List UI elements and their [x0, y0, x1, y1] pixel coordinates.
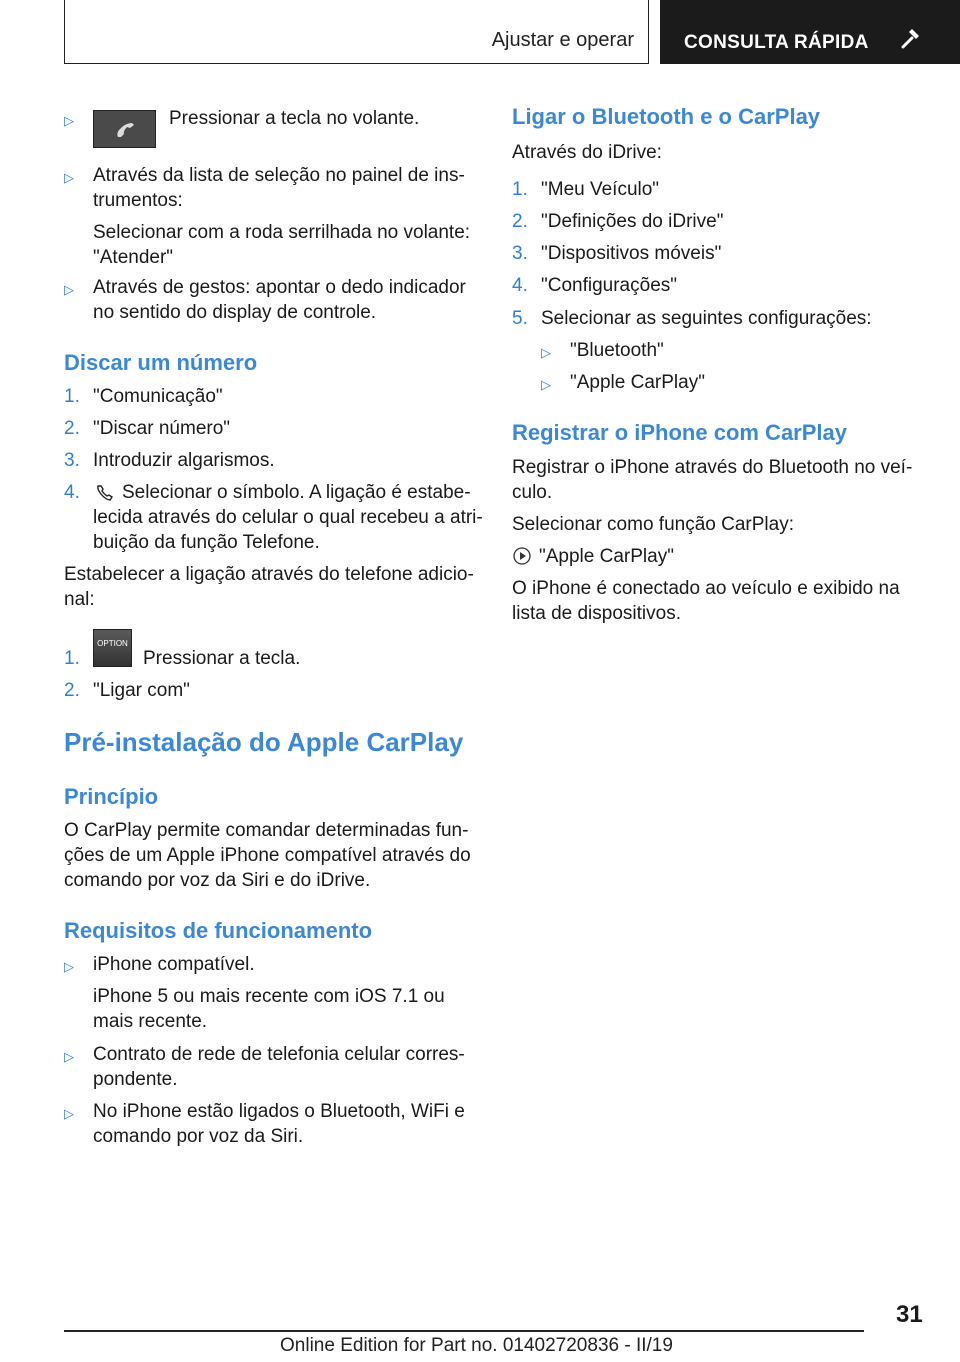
requirement-text: comando por voz da Siri.: [93, 1126, 304, 1147]
page-number: 31: [896, 1301, 923, 1328]
step-number: 2.: [64, 418, 80, 439]
step-number: 1.: [512, 179, 528, 200]
additional-phone-text: Estabelecer a ligação através do telefone adicio-: [64, 564, 474, 585]
bullet-marker: ▷: [64, 170, 74, 185]
step-number: 1.: [64, 648, 80, 669]
carplay-heading: Pré-instalação do Apple CarPlay: [64, 727, 464, 757]
phone-handset-icon: [95, 483, 115, 503]
call-bullet-text: Pressionar a tecla no volante.: [169, 108, 420, 129]
register-option: "Apple CarPlay": [539, 546, 674, 567]
option-key-label: OPTION: [97, 639, 128, 648]
principle-text: comando por voz da Siri e do iDrive.: [64, 870, 371, 891]
call-bullet-text: "Atender": [93, 247, 174, 268]
principle-heading: Princípio: [64, 784, 159, 809]
bullet-marker: ▷: [64, 959, 74, 974]
step-number: 2.: [512, 211, 528, 232]
add-step-text: "Ligar com": [93, 680, 190, 701]
register-text: Registrar o iPhone através do Bluetooth no veí-: [512, 457, 913, 478]
additional-phone-text: nal:: [64, 589, 95, 610]
bt-step-text: "Definições do iDrive": [541, 211, 724, 232]
option-key: [93, 629, 132, 667]
requirement-text: No iPhone estão ligados o Bluetooth, WiFi e: [93, 1101, 465, 1122]
steering-phone-key: [93, 110, 156, 148]
step-number: 3.: [512, 243, 528, 264]
requirement-text: Contrato de rede de telefonia celular corres-: [93, 1044, 465, 1065]
bt-step-text: Selecionar as seguintes configurações:: [541, 308, 872, 329]
footer-divider: [64, 1330, 864, 1332]
call-bullet-text: no sentido do display de controle.: [93, 302, 377, 323]
dial-step-text: Selecionar o símbolo. A ligação é estabe-: [122, 482, 471, 503]
add-step-text: Pressionar a tecla.: [143, 648, 301, 669]
dial-step-text: "Comunicação": [93, 386, 223, 407]
bullet-marker: ▷: [64, 1106, 74, 1121]
step-number: 4.: [512, 275, 528, 296]
bluetooth-intro: Através do iDrive:: [512, 142, 662, 163]
requirement-text: pondente.: [93, 1069, 178, 1090]
bt-sub-option: "Bluetooth": [570, 340, 664, 361]
dial-heading: Discar um número: [64, 350, 258, 375]
dial-step-text: lecida através do celular o qual recebeu a atri-: [93, 507, 483, 528]
header-tab[interactable]: [660, 0, 960, 64]
step-number: 1.: [64, 386, 80, 407]
bullet-marker: ▷: [541, 377, 551, 392]
principle-text: ções de um Apple iPhone compatível através do: [64, 845, 471, 866]
requirement-text: iPhone compatível.: [93, 954, 255, 975]
bt-step-text: "Meu Veículo": [541, 179, 660, 200]
requirement-text: iPhone 5 ou mais recente com iOS 7.1 ou: [93, 986, 445, 1007]
header-tab-label: CONSULTA RÁPIDA: [684, 32, 869, 53]
dial-step-text: buição da função Telefone.: [93, 532, 320, 553]
register-result-text: lista de dispositivos.: [512, 603, 681, 624]
register-select-text: Selecionar como função CarPlay:: [512, 514, 794, 535]
footer-edition: Online Edition for Part no. 01402720836 - II/19: [280, 1335, 673, 1356]
play-circle-icon: [512, 546, 532, 566]
call-bullet-text: Através de gestos: apontar o dedo indicador: [93, 277, 466, 298]
hammer-icon: [900, 28, 922, 50]
phone-handset-icon: [94, 111, 157, 149]
bullet-marker: ▷: [64, 113, 74, 128]
call-bullet-text: Através da lista de seleção no painel de ins-: [93, 165, 465, 186]
call-bullet-text: trumentos:: [93, 190, 183, 211]
requirements-heading: Requisitos de funcionamento: [64, 918, 373, 943]
bullet-marker: ▷: [64, 282, 74, 297]
step-number: 3.: [64, 450, 80, 471]
bullet-marker: ▷: [64, 1049, 74, 1064]
step-number: 5.: [512, 308, 528, 329]
header-section-title: Ajustar e operar: [491, 29, 634, 51]
bluetooth-heading: Ligar o Bluetooth e o CarPlay: [512, 104, 821, 129]
register-text: culo.: [512, 482, 553, 503]
dial-step-text: "Discar número": [93, 418, 231, 439]
requirement-text: mais recente.: [93, 1011, 208, 1032]
principle-text: O CarPlay permite comandar determinadas fun-: [64, 820, 469, 841]
bt-step-text: "Dispositivos móveis": [541, 243, 722, 264]
bullet-marker: ▷: [541, 345, 551, 360]
bt-sub-option: "Apple CarPlay": [570, 372, 705, 393]
step-number: 2.: [64, 680, 80, 701]
step-number: 4.: [64, 482, 80, 503]
bt-step-text: "Configurações": [541, 275, 678, 296]
dial-step-text: Introduzir algarismos.: [93, 450, 275, 471]
call-bullet-text: Selecionar com a roda serrilhada no volante:: [93, 222, 471, 243]
register-result-text: O iPhone é conectado ao veículo e exibido na: [512, 578, 900, 599]
register-heading: Registrar o iPhone com CarPlay: [512, 420, 847, 445]
